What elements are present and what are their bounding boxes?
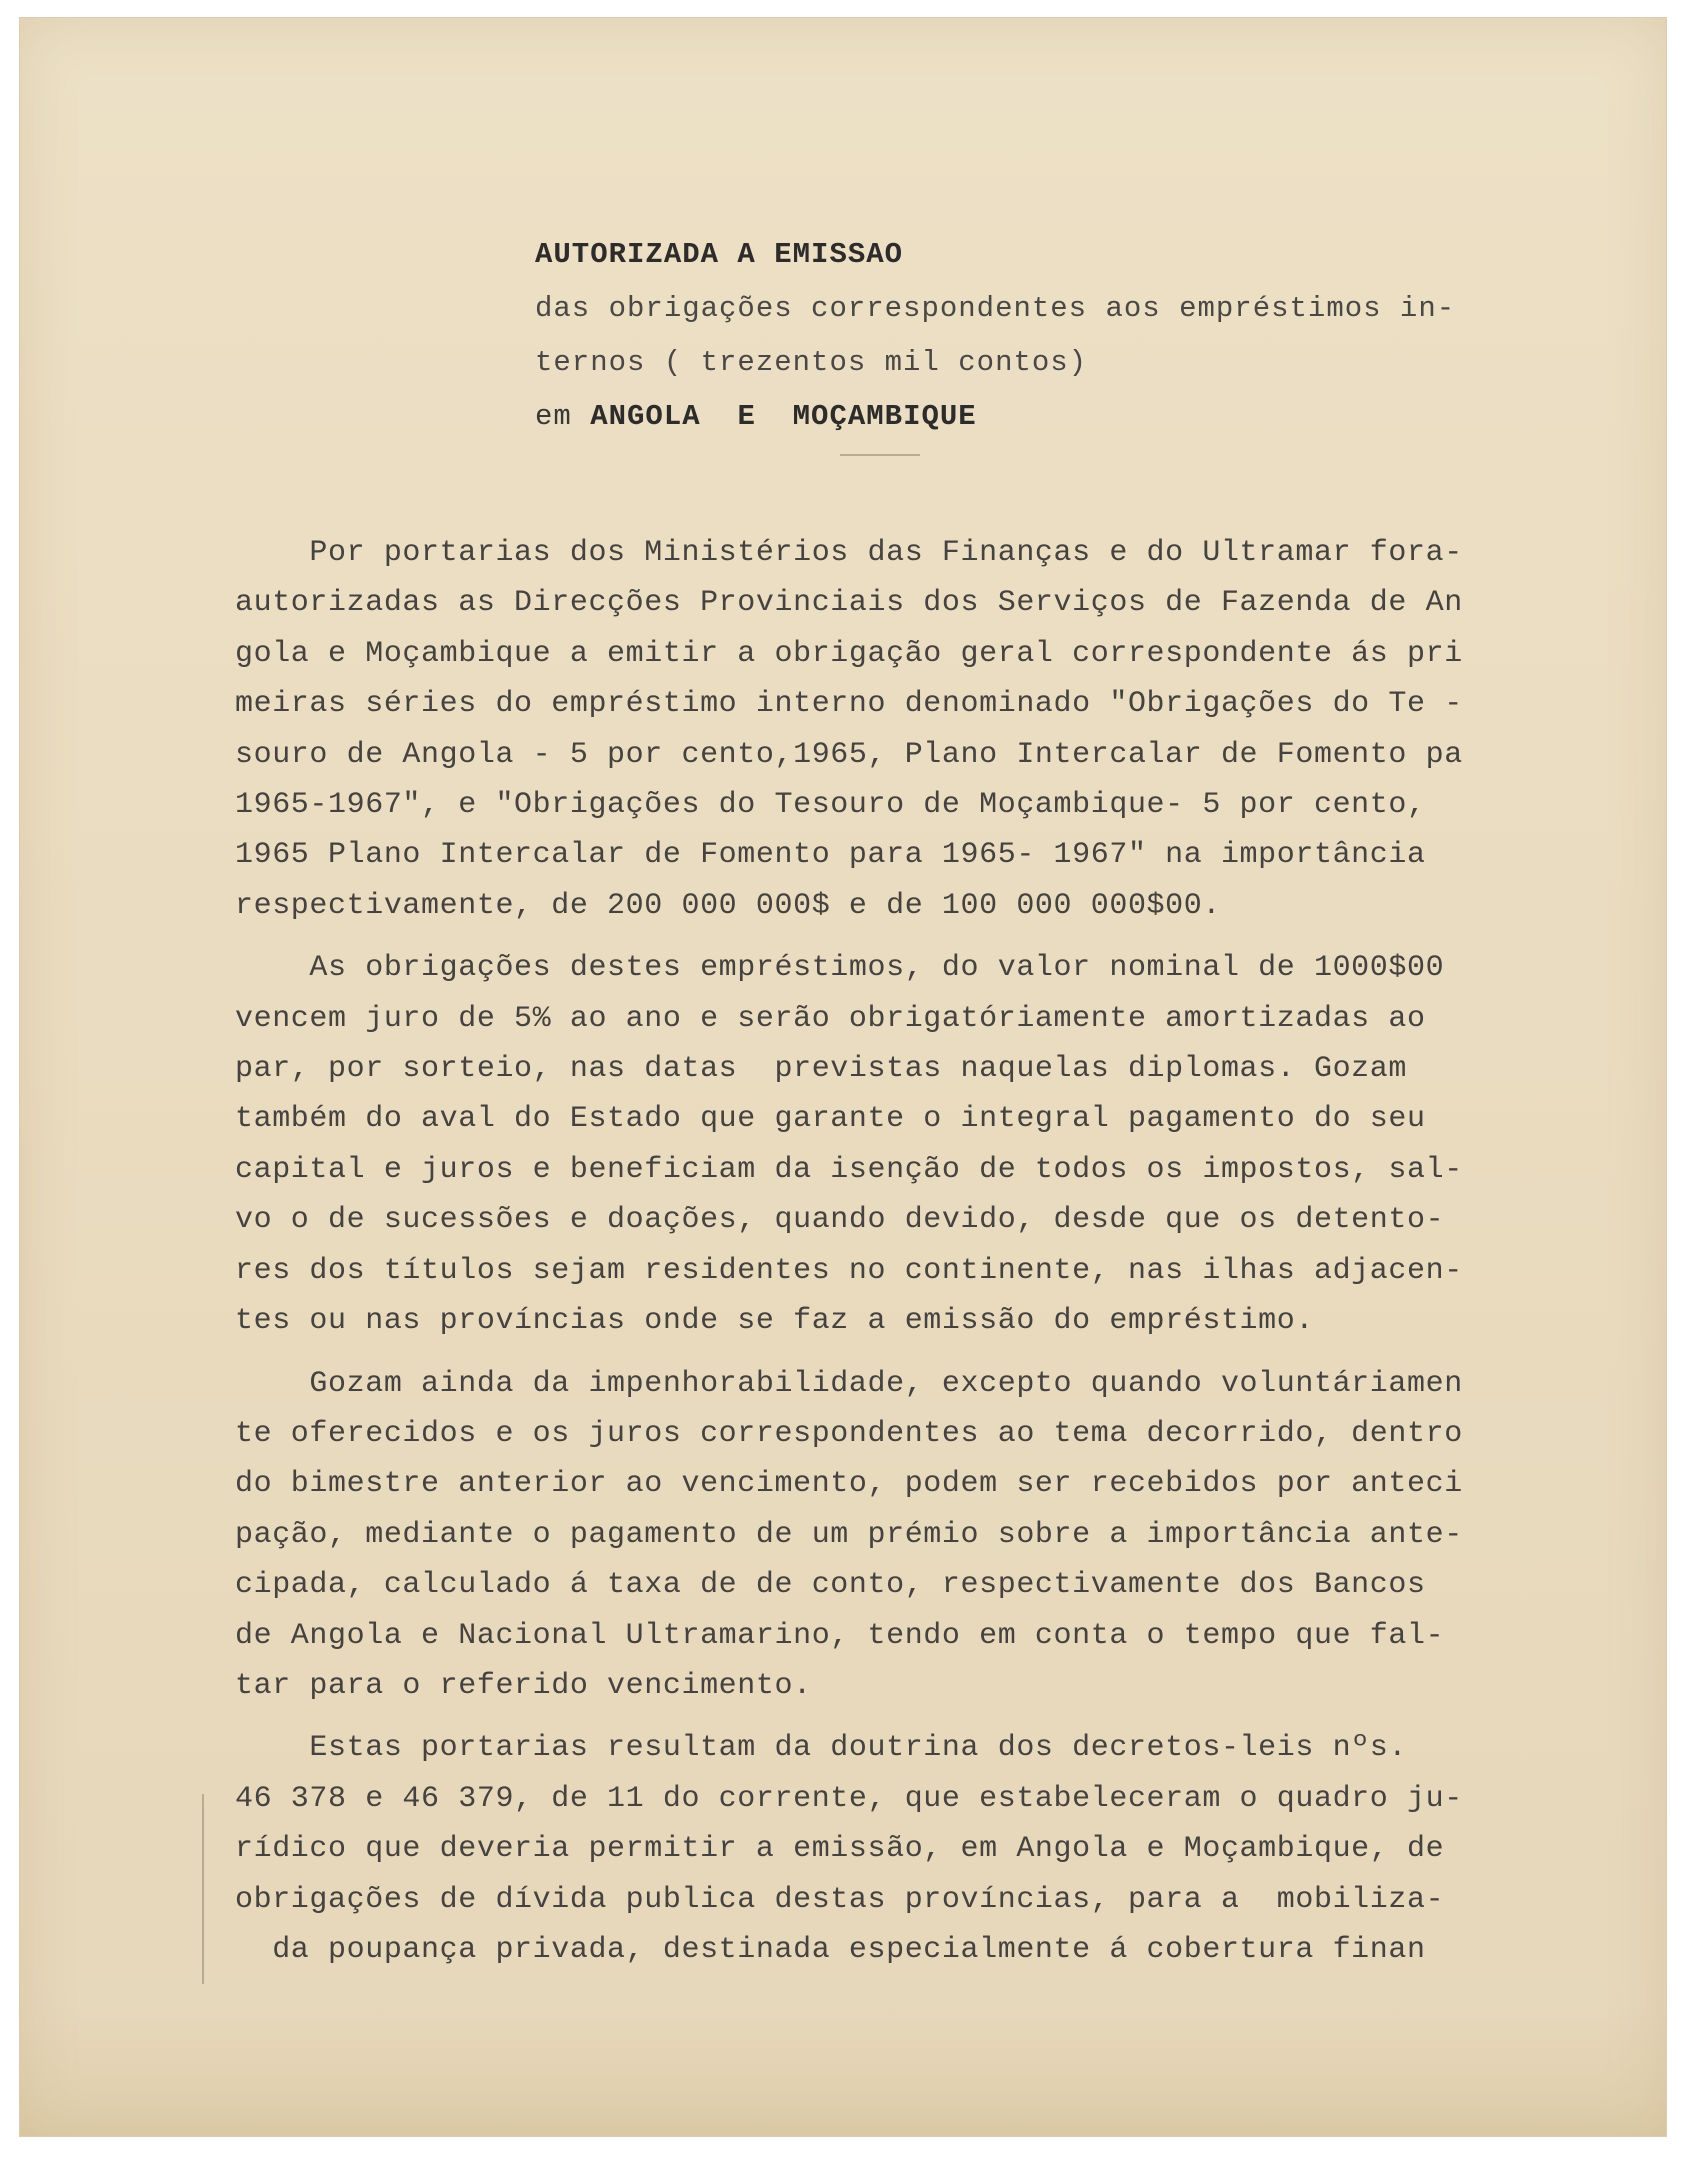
text-line: meiras séries do empréstimo interno denominado "Obrigações do Te - — [235, 687, 1463, 722]
text-line: tes ou nas províncias onde se faz a emissão do empréstimo. — [235, 1304, 1314, 1339]
text-line: 1965 Plano Intercalar de Fomento para 1965- 1967" na importância — [235, 838, 1426, 873]
text-line: Estas portarias resultam da doutrina dos decretos-leis nºs. — [235, 1731, 1407, 1766]
text-line: tar para o referido vencimento. — [235, 1668, 812, 1703]
text-line: autorizadas as Direcções Provinciais dos Serviços de Fazenda de An — [235, 586, 1463, 621]
text-line: também do aval do Estado que garante o integral pagamento do seu — [235, 1102, 1426, 1137]
text-line: vencem juro de 5% ao ano e serão obrigatóriamente amortizadas ao — [235, 1001, 1426, 1036]
text-line: 1965-1967", e "Obrigações do Tesouro de Moçambique- 5 por cento, — [235, 788, 1426, 823]
paragraph-1 — [235, 528, 1635, 931]
text-line: cipada, calculado á taxa de de conto, respectivamente dos Bancos — [235, 1568, 1426, 1603]
paragraph-4 — [235, 1723, 1635, 1975]
text-line: de Angola e Nacional Ultramarino, tendo em conta o tempo que fal- — [235, 1618, 1445, 1653]
text-line: da poupança privada, destinada especialmente á cobertura finan — [235, 1932, 1426, 1967]
text-line: Gozam ainda da impenhorabilidade, excepto quando voluntáriamen — [235, 1366, 1463, 1401]
margin-pencil-mark — [202, 1794, 204, 1984]
text-line: 46 378 e 46 379, de 11 do corrente, que estabeleceram o quadro ju- — [235, 1781, 1463, 1816]
text-line: As obrigações destes empréstimos, do valor nominal de 1000$00 — [235, 951, 1445, 986]
text-line: res dos títulos sejam residentes no continente, nas ilhas adjacen- — [235, 1253, 1463, 1288]
typewritten-page — [20, 18, 1666, 2136]
text-line: Por portarias dos Ministérios das Finanças e do Ultramar fora- — [235, 536, 1463, 570]
heading-subtitle-line-1: das obrigações correspondentes aos empréstimos in- — [535, 292, 1456, 325]
document-heading — [535, 228, 1595, 444]
text-line: do bimestre anterior ao vencimento, podem ser recebidos por anteci — [235, 1467, 1463, 1502]
text-line: vo o de sucessões e doações, quando devido, desde que os detento- — [235, 1203, 1445, 1238]
text-line: capital e juros e beneficiam da isenção de todos os impostos, sal- — [235, 1152, 1463, 1187]
paragraph-3 — [235, 1359, 1635, 1712]
heading-place-name: ANGOLA E MOÇAMBIQUE — [590, 400, 977, 433]
document-body — [235, 528, 1635, 1987]
heading-separator — [840, 454, 920, 456]
text-line: obrigações de dívida publica destas províncias, para a mobiliza- — [235, 1882, 1445, 1917]
text-line: respectivamente, de 200 000 000$ e de 100 000 000$00. — [235, 888, 1221, 923]
paragraph-2 — [235, 943, 1635, 1346]
heading-place-line — [535, 390, 1595, 444]
heading-title: AUTORIZADA A EMISSAO — [535, 238, 904, 271]
text-line: gola e Moçambique a emitir a obrigação geral correspondente ás pri — [235, 636, 1463, 671]
heading-place-prefix: em — [535, 400, 591, 433]
text-line: souro de Angola - 5 por cento,1965, Plano Intercalar de Fomento pa — [235, 737, 1463, 772]
text-line: par, por sorteio, nas datas previstas naquelas diplomas. Gozam — [235, 1052, 1407, 1087]
heading-subtitle-line-2: ternos ( trezentos mil contos) — [535, 346, 1088, 379]
text-line: pação, mediante o pagamento de um prémio sobre a importância ante- — [235, 1517, 1463, 1552]
text-line: rídico que deveria permitir a emissão, em Angola e Moçambique, de — [235, 1832, 1445, 1867]
text-line: te oferecidos e os juros correspondentes ao tema decorrido, dentro — [235, 1416, 1463, 1451]
